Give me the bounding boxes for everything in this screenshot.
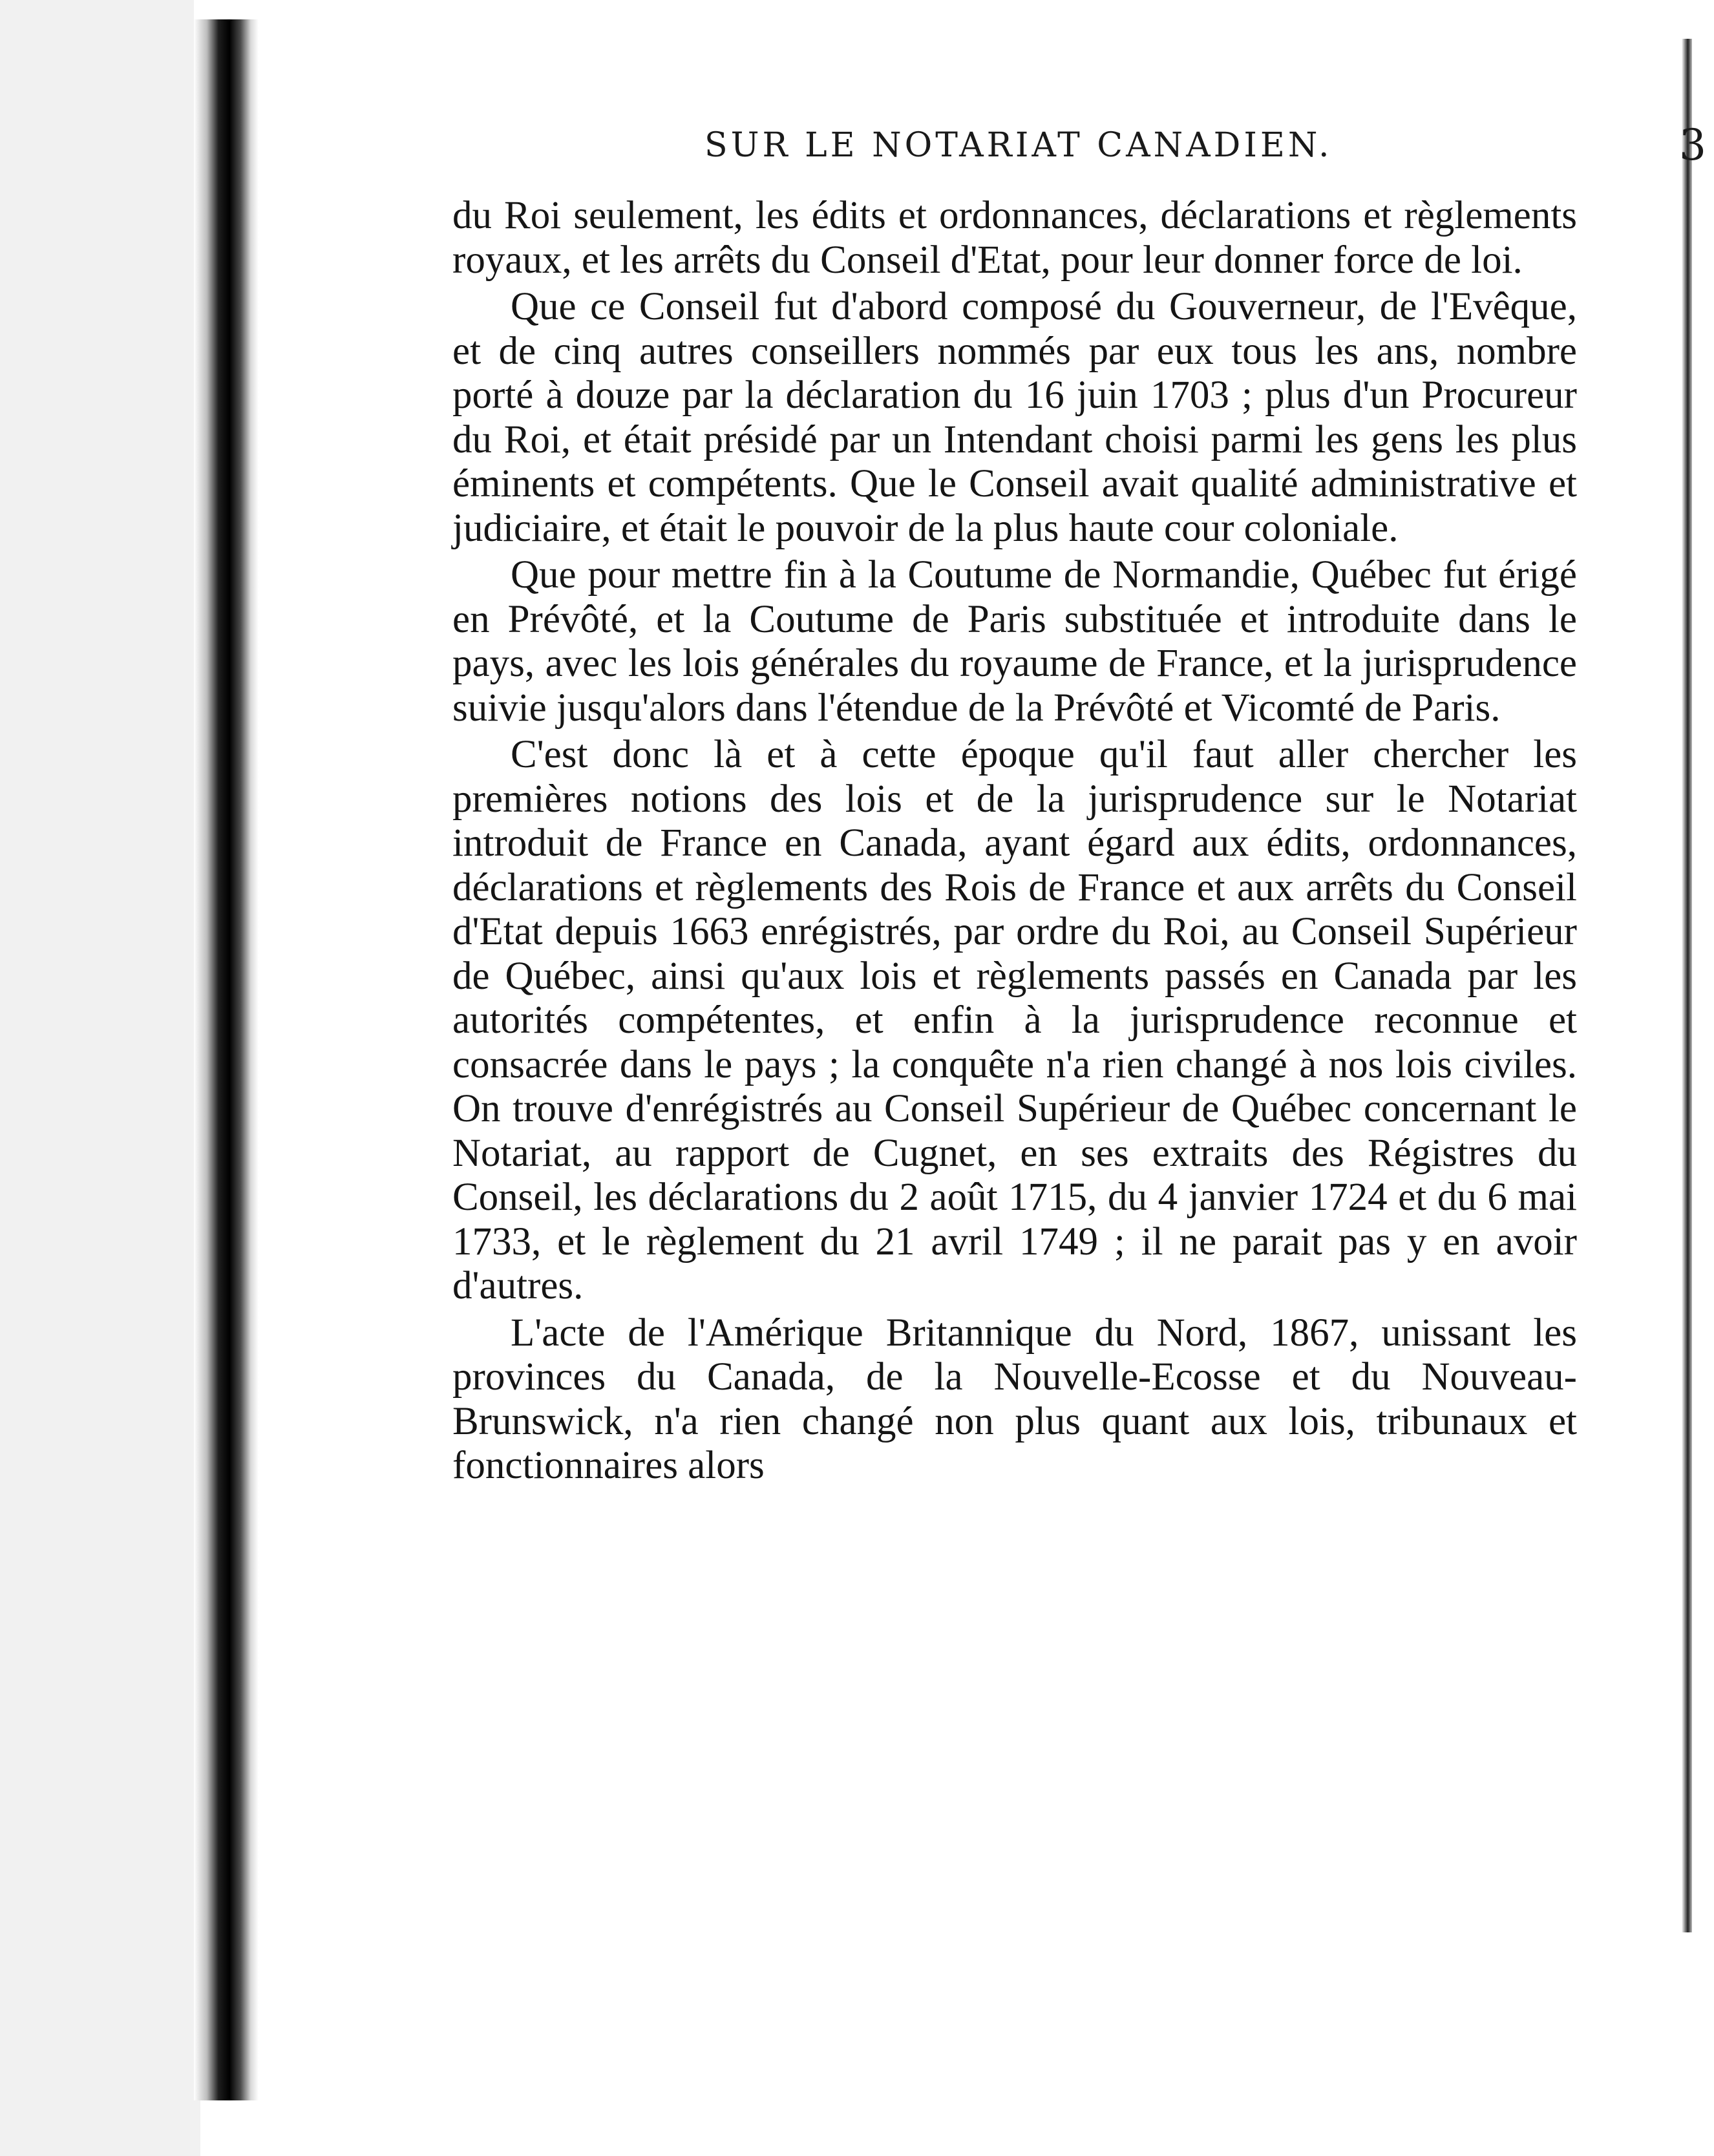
body-text	[452, 194, 1577, 1488]
paragraph: du Roi seulement, les édits et ordonnances, déclarations et règlements royaux, et les arrêts du Conseil d'Etat, pour leur donner force de loi.	[452, 194, 1577, 282]
book-page	[259, 0, 1706, 2156]
gutter-top	[194, 0, 259, 19]
paragraph: C'est donc là et à cette époque qu'il faut aller chercher les premières notions des lois et de la jurisprudence sur le Notariat introduit de France en Canada, ayant égard aux édits, ordonnances, déclarations et règlements des Rois de France et aux arrêts du Conseil d'Etat depuis 1663 enrégistrés, par ordre du Roi, au Conseil Supérieur de Québec, ainsi qu'aux lois et règlements passés en Canada par les autorités compétentes, et enfin à la jurisprudence reconnue et consacrée dans le pays ; la conquête n'a rien changé à nos lois civiles. On trouve d'enrégistrés au Conseil Supérieur de Québec concernant le Notariat, au rapport de Cugnet, en ses extraits des Régistres du Conseil, les déclarations du 2 août 1715, du 4 janvier 1724 et du 6 mai 1733, et le règlement du 21 avril 1749 ; il ne parait pas y en avoir d'autres.	[452, 733, 1577, 1307]
paragraph: Que ce Conseil fut d'abord composé du Gouverneur, de l'Evêque, et de cinq autres conseillers nommés par eux tous les ans, nombre porté à douze par la déclaration du 16 juin 1703 ; plus d'un Procureur du Roi, et était présidé par un Intendant choisi parmi les gens les plus éminents et compétents. Que le Conseil avait qualité administrative et judiciaire, et était le pouvoir de la plus haute cour coloniale.	[452, 285, 1577, 550]
paragraph: Que pour mettre fin à la Coutume de Normandie, Québec fut érigé en Prévôté, et la Coutume de Paris substituée et introduite dans le pays, avec les lois générales du royaume de France, et la jurisprudence suivie jusqu'alors dans l'étendue de la Prévôté et Vicomté de Paris.	[452, 553, 1577, 730]
page-edge	[1682, 39, 1692, 1932]
page-number: 3	[1679, 120, 1706, 170]
book-gutter	[194, 19, 259, 2100]
paragraph: L'acte de l'Amérique Britannique du Nord, 1867, unissant les provinces du Canada, de la Nouvelle-Ecosse et du Nouveau-Brunswick, n'a rien changé non plus quant aux lois, tribunaux et fonctionnaires alors	[452, 1311, 1577, 1487]
running-head: SUR LE NOTARIAT CANADIEN.	[704, 126, 1333, 165]
facing-page	[0, 0, 200, 2156]
page-header	[704, 116, 1706, 174]
